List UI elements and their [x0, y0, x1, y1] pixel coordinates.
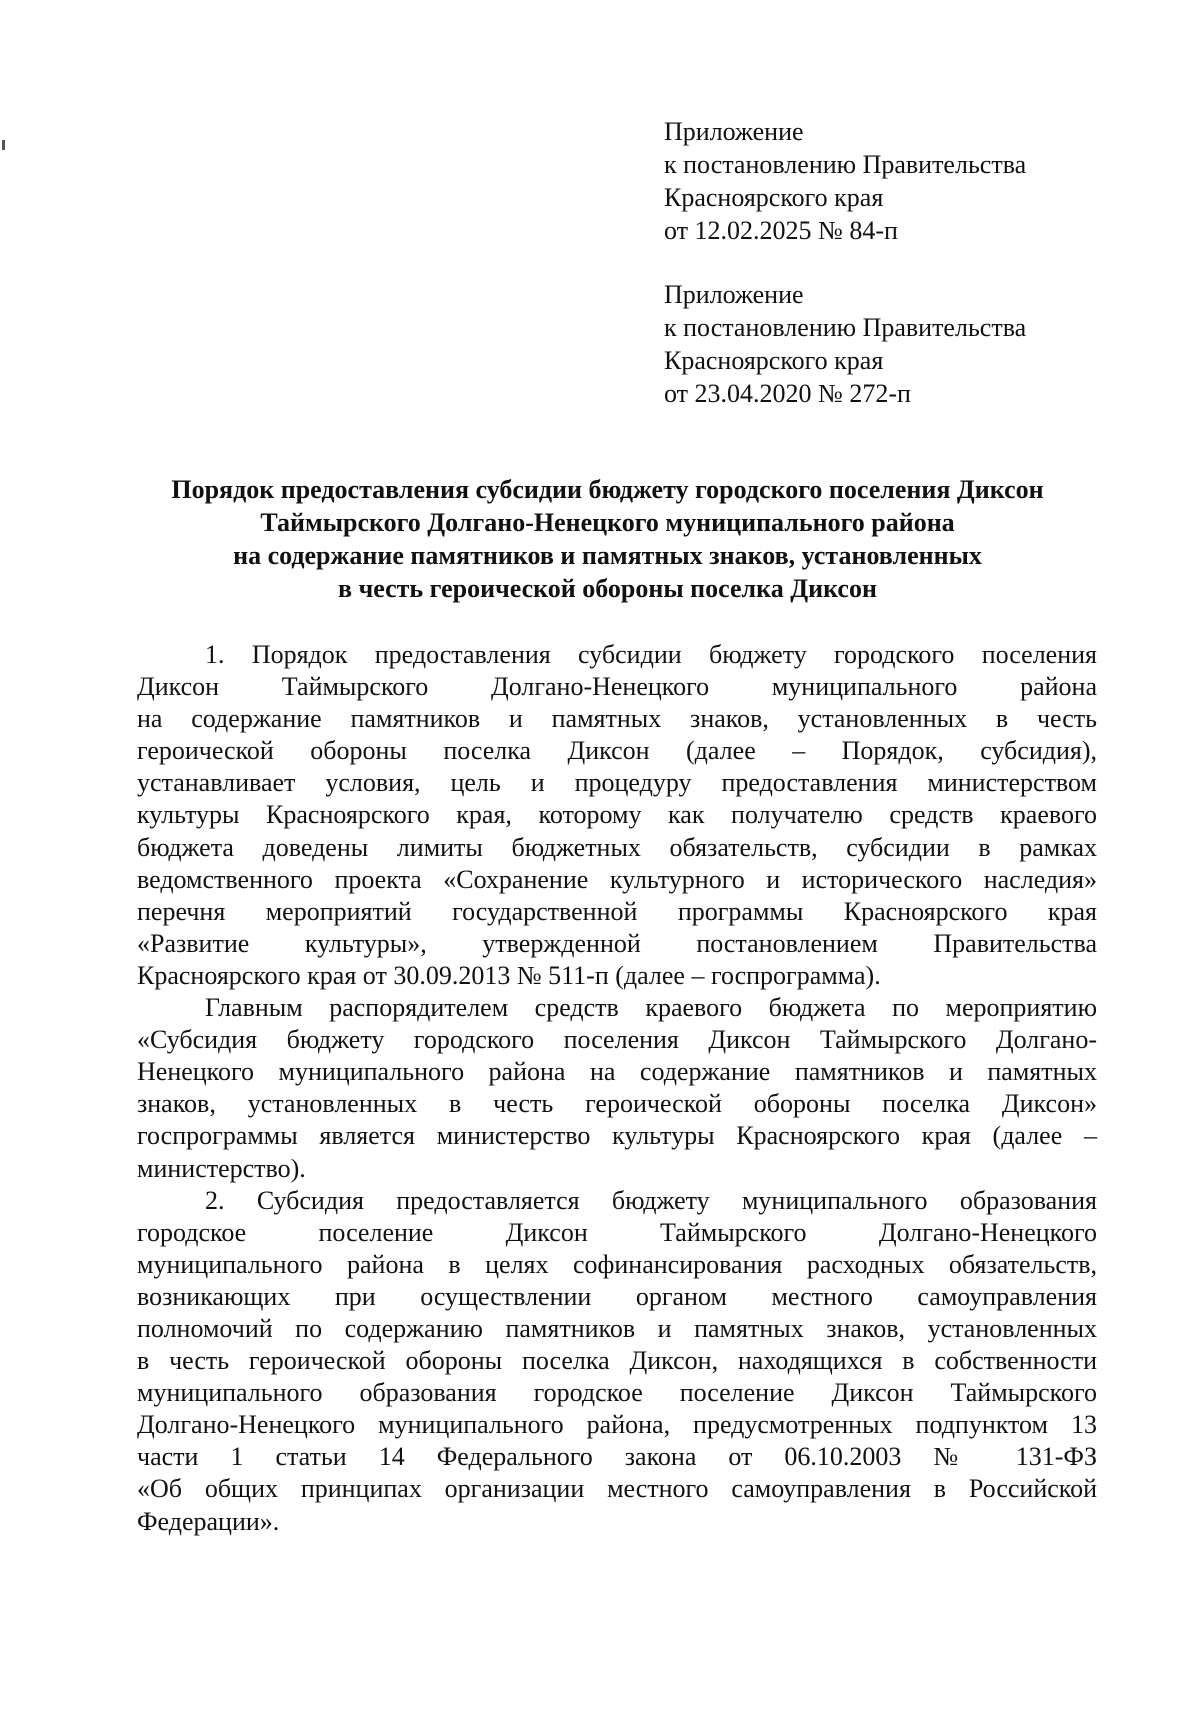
scan-edge-mark: [2, 140, 5, 150]
paragraph-line: возникающих при осуществлении органом местного самоуправления: [137, 1281, 1097, 1311]
paragraph-line: муниципального района в целях софинансирования расходных обязательств,: [137, 1249, 1097, 1279]
appendix-resolution-line: к постановлению Правительства: [664, 150, 1027, 179]
paragraph-line: части 1 статьи 14 Федерального закона от 06.10.2003 № 131-ФЗ: [137, 1442, 1097, 1472]
paragraph-line: Ненецкого муниципального района на содержание памятников и памятных: [137, 1057, 1097, 1087]
title-line: на содержание памятников и памятных знаков, установленных: [233, 541, 982, 570]
paragraph-line: героической обороны поселка Диксон (далее – Порядок, субсидия),: [137, 736, 1097, 766]
paragraph-line: ведомственного проекта «Сохранение культурного и исторического наследия»: [137, 864, 1097, 894]
title-line: в честь героической обороны поселка Диксон: [338, 574, 877, 603]
paragraph-line: знаков, установленных в честь героической обороны поселка Диксон»: [137, 1089, 1097, 1119]
paragraph-line: бюджета доведены лимиты бюджетных обязательств, субсидии в рамках: [137, 832, 1097, 862]
appendix-label: Приложение: [664, 117, 804, 146]
paragraph-line: полномочий по содержанию памятников и памятных знаков, установленных: [137, 1313, 1097, 1343]
paragraph-line: госпрограммы является министерство культуры Красноярского края (далее –: [137, 1121, 1097, 1151]
paragraph-line: Диксон Таймырского Долгано-Ненецкого муниципального района: [137, 672, 1097, 702]
appendix-header-current: [664, 115, 1164, 247]
paragraph-3: [137, 1185, 1097, 1538]
paragraph-line: на содержание памятников и памятных знаков, установленных в честь: [137, 704, 1097, 734]
appendix-date-number: от 23.04.2020 № 272-п: [664, 379, 911, 408]
appendix-region-line: Красноярского края: [664, 346, 884, 375]
paragraph-line: культуры Красноярского края, которому как получателю средств краевого: [137, 800, 1097, 830]
paragraph-line: Долгано-Ненецкого муниципального района, предусмотренных подпунктом 13: [137, 1410, 1097, 1440]
appendix-resolution-line: к постановлению Правительства: [664, 313, 1027, 342]
appendix-date-number: от 12.02.2025 № 84-п: [664, 216, 898, 245]
paragraph-line: «Субсидия бюджету городского поселения Диксон Таймырского Долгано-: [137, 1025, 1097, 1055]
paragraph-line: перечня мероприятий государственной программы Красноярского края: [137, 896, 1097, 926]
paragraph-line: министерство).: [137, 1153, 306, 1183]
paragraph-line: в честь героической обороны поселка Диксон, находящихся в собственности: [137, 1346, 1097, 1376]
title-line: Таймырского Долгано-Ненецкого муниципального района: [260, 508, 955, 537]
paragraph-1: [137, 639, 1097, 992]
paragraph-line: городское поселение Диксон Таймырского Долгано-Ненецкого: [137, 1217, 1097, 1247]
appendix-region-line: Красноярского края: [664, 183, 884, 212]
paragraph-line: «Об общих принципах организации местного самоуправления в Российской: [137, 1474, 1097, 1504]
appendix-label: Приложение: [664, 280, 804, 309]
paragraph-line: 1. Порядок предоставления субсидии бюджету городского поселения: [205, 640, 1097, 669]
paragraph-line: Красноярского края от 30.09.2013 № 511-п (далее – госпрограмма).: [137, 960, 881, 990]
paragraph-line: «Развитие культуры», утвержденной постановлением Правительства: [137, 928, 1097, 958]
document-title: [120, 473, 1095, 605]
paragraph-line: 2. Субсидия предоставляется бюджету муниципального образования: [205, 1185, 1097, 1215]
document-body: [137, 639, 1097, 1538]
title-line: Порядок предоставления субсидии бюджету городского поселения Диксон: [171, 475, 1044, 504]
paragraph-line: устанавливает условия, цель и процедуру предоставления министерством: [137, 768, 1097, 798]
paragraph-line: Федерации».: [137, 1506, 280, 1536]
appendix-header-original: [664, 278, 1164, 410]
paragraph-line: Главным распорядителем средств краевого бюджета по мероприятию: [205, 993, 1097, 1023]
paragraph-2: [137, 992, 1097, 1185]
paragraph-line: муниципального образования городское поселение Диксон Таймырского: [137, 1378, 1097, 1408]
